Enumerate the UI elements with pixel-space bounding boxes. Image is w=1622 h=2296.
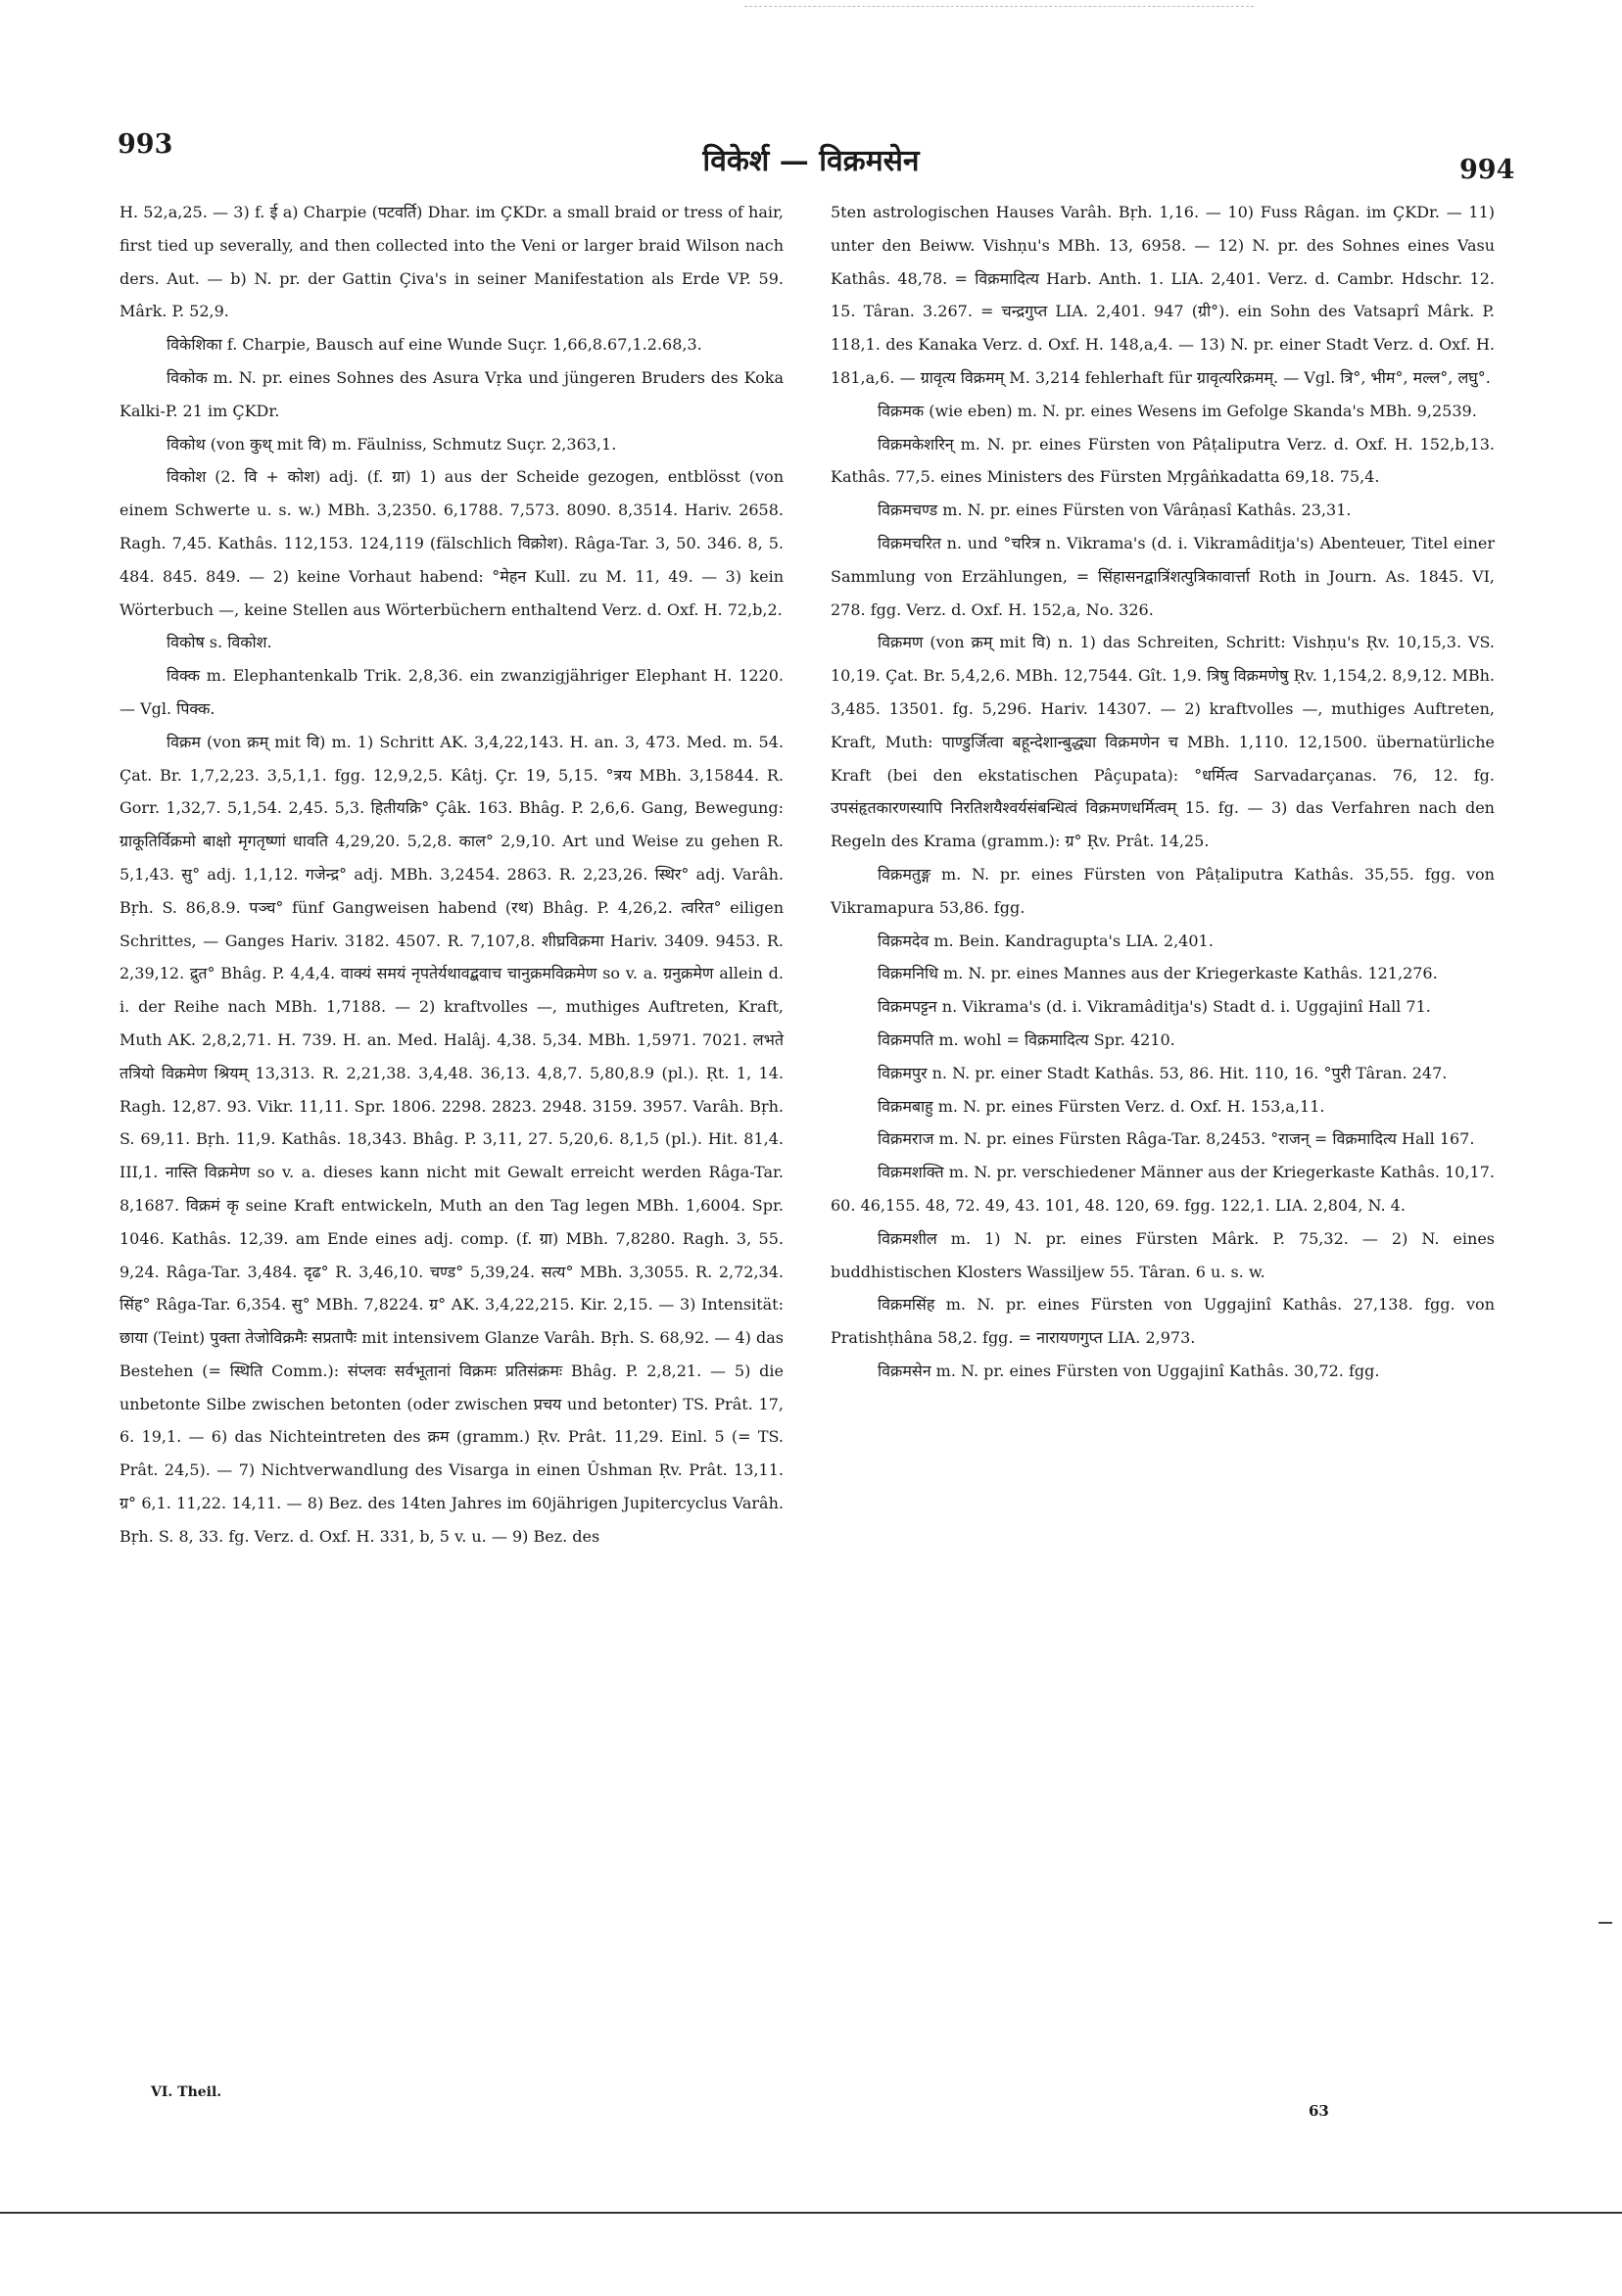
dictionary-entry: विक्रमपति m. wohl = विक्रमादित्य Spr. 4210. [878, 1029, 1175, 1049]
dictionary-entry: विक्रमचण्ड m. N. pr. eines Fürsten von Vârâṇasî Kathâs. 23,31. [878, 501, 1352, 520]
dictionary-entry: विक्क m. Elephantenkalb Trik. 2,8,36. ein zwanzigjähriger Elephant H. 1220. — Vgl. पिक्क. [119, 666, 784, 718]
entry-continuation: 5ten astrologischen Hauses Varâh. Bṛh. 1,16. — 10) Fuss Râgan. im ÇKDr. — 11) unter den Beiww. Vishṇu's MBh. 13, 6958. — 12) N. pr. des Sohnes eines Vasu Kathâs. 48,78. = विक्रमादित्य Harb. Anth. 1. LIA. 2,401. Verz. d. Cambr. Hdschr. 12. 15. Târan. 3.267. = चन्द्रगुप्त LIA. 2,401. 947 (ग्री°). ein Sohn des Vatsaprî Mârk. P. 118,1. des Kanaka Verz. d. Oxf. H. 148,a,4. — 13) N. pr. einer Stadt Verz. d. Oxf. H. 181,a,6. — ग्रावृत्य विक्रमम् M. 3,214 fehlerhaft für ग्रावृत्यरिक्रमम्. — Vgl. त्रि°, भीम°, मल्ल°, लघु°. [831, 203, 1495, 387]
dictionary-entry: विक्रमक (wie eben) m. N. pr. eines Wesens im Gefolge Skanda's MBh. 9,2539. [878, 401, 1477, 420]
dictionary-entry: विक्रमसिंह m. N. pr. eines Fürsten von Uggajinî Kathâs. 27,138. fgg. von Pratishṭhâna 58,2. fgg. = नारायणगुप्त LIA. 2,973. [831, 1295, 1495, 1348]
dictionary-entry: विक्रम (von क्रम् mit वि) m. 1) Schritt AK. 3,4,22,143. H. an. 3, 473. Med. m. 54. Çat. Br. 1,7,2,23. 3,5,1,1. fgg. 12,9,2,5. Kâtj. Çr. 19, 5,15. °त्रय MBh. 3,15844. R. Gorr. 1,32,7. 5,1,54. 2,45. 5,3. हितीयक्रि° Çâk. 163. Bhâg. P. 2,6,6. Gang, Bewegung: ग्राकूतिर्विक्रमो बाक्षो मृगतृष्णां धावति 4,29,20. 5,2,8. काल° 2,9,10. Art und Weise zu gehen R. 5,1,43. सु° adj. 1,1,12. गजेन्द्र° adj. MBh. 3,2454. 2863. R. 2,23,26. स्थिर° adj. Varâh. Bṛh. S. 86,8.9. पञ्च° fünf Gangweisen habend (रथ) Bhâg. P. 4,26,2. त्वरित° eiligen Schrittes, — Ganges Hariv. 3182. 4507. R. 7,107,8. शीघ्रविक्रमा Hariv. 3409. 9453. R. 2,39,12. द्रुत° Bhâg. P. 4,4,4. वाक्यं समयं नृपतेर्यथावद्बवाच चानुक्रमविक्रमेण so v. a. ग्रनुक्रमेण allein d. i. der Reihe nach MBh. 1,7188. — 2) kraftvolles —, muthiges Auftreten, Kraft, Muth AK. 2,8,2,71. H. 739. H. an. Med. Halâj. 4,38. 5,34. MBh. 1,5971. 7021. लभते तत्रियो विक्रमेण श्रियम् 13,313. R. 2,21,38. 3,4,48. 36,13. 4,8,7. 5,80,8.9 (pl.). Ṛt. 1, 14. Ragh. 12,87. 93. Vikr. 11,11. Spr. 1806. 2298. 2823. 2948. 3159. 3957. Varâh. Bṛh. S. 69,11. Bṛh. 11,9. Kathâs. 18,343. Bhâg. P. 3,11, 27. 5,20,6. 8,1,5 (pl.). Hit. 81,4. III,1. नास्ति विक्रमेण so v. a. dieses kann nicht mit Gewalt erreicht werden Râga-Tar. 8,1687. विक्रमं कृ seine Kraft entwickeln, Muth an den Tag legen MBh. 1,6004. Spr. 1046. Kathâs. 12,39. am Ende eines adj. comp. (f. ग्रा) MBh. 7,8280. Ragh. 3, 55. 9,24. Râga-Tar. 3,484. दृढ° R. 3,46,10. चण्ड° 5,39,24. सत्य° MBh. 3,3055. R. 2,72,34. सिंह° Râga-Tar. 6,354. सु° MBh. 7,8224. ग्र° AK. 3,4,22,215. Kir. 2,15. — 3) Intensität: छाया (Teint) पुक्ता तेजोविक्रमैः सप्रतापैः mit intensivem Glanze Varâh. Bṛh. S. 68,92. — 4) das Bestehen (= स्थिति Comm.): संप्लवः सर्वभूतानां विक्रमः प्रतिसंक्रमः Bhâg. P. 2,8,21. — 5) die unbetonte Silbe zwischen betonten (oder zwischen प्रचय und betonter) TS. Prât. 17, 6. 19,1. — 6) das Nichteintreten des क्रम (gramm.) Ṛv. Prât. 11,29. Einl. 5 (= TS. Prât. 24,5). — 7) Nichtverwandlung des Visarga in einen Ûshman Ṛv. Prât. 13,11. ग्र° 6,1. 11,22. 14,11. — 8) Bez. des 14ten Jahres im 60jährigen Jupitercyclus Varâh. Bṛh. S. 8, 33. fg. Verz. d. Oxf. H. 331, b, 5 v. u. — 9) Bez. des [119, 732, 784, 1546]
dictionary-entry: विक्रमचरित n. und °चरित्र n. Vikrama's (d. i. Vikramâditja's) Abenteuer, Titel einer Sammlung von Erzählungen, = सिंहासनद्वात्रिंशत्पुत्रिकावार्त्ता Roth in Journ. As. 1845. VI, 278. fgg. Verz. d. Oxf. H. 152,a, No. 326. [831, 533, 1495, 619]
dictionary-entry: विकोश (2. वि + कोश) adj. (f. ग्रा) 1) aus der Scheide gezogen, entblösst (von einem Schwerte u. s. w.) MBh. 3,2350. 6,1788. 7,573. 8090. 8,3514. Hariv. 2658. Ragh. 7,45. Kathâs. 112,153. 124,119 (fälschlich विक्रोश). Râga-Tar. 3, 50. 346. 8, 5. 484. 845. 849. — 2) keine Vorhaut habend: °मेहन Kull. zu M. 11, 49. — 3) kein Wörterbuch —, keine Stellen aus Wörterbüchern enthaltend Verz. d. Oxf. H. 72,b,2. [119, 467, 784, 619]
dictionary-entry: विकेशिका f. Charpie, Bausch auf eine Wunde Suçr. 1,66,8.67,1.2.68,3. [167, 335, 702, 355]
dictionary-entry: विक्रमपुर n. N. pr. einer Stadt Kathâs. 53, 86. Hit. 110, 16. °पुरी Târan. 247. [878, 1063, 1448, 1082]
dictionary-entry: विकोक m. N. pr. eines Sohnes des Asura Vṛka und jüngeren Bruders des Koka Kalki-P. 21 im ÇKDr. [119, 367, 784, 420]
dictionary-entry: विक्रमसेन m. N. pr. eines Fürsten von Uggajinî Kathâs. 30,72. fgg. [878, 1361, 1380, 1380]
entry-continuation: H. 52,a,25. — 3) f. ई a) Charpie (पटवर्ति) Dhar. im ÇKDr. a small braid or tress of hair, first tied up severally, and then collected into the Veni or larger braid Wilson nach ders. Aut. — b) N. pr. der Gattin Çiva's in seiner Manifestation als Erde VP. 59. Mârk. P. 52,9. [119, 203, 784, 321]
left-column [119, 196, 784, 1554]
right-column [831, 196, 1495, 1388]
dictionary-entry: विकोथ (von कुथ् mit वि) m. Fäulniss, Schmutz Suçr. 2,363,1. [167, 434, 617, 454]
top-edge-dashes [744, 6, 1254, 7]
margin-tick [1598, 1922, 1612, 1924]
page-number-right: 994 [1459, 155, 1515, 185]
signature-mark: 63 [1309, 2102, 1329, 2120]
dictionary-entry: विक्रमबाहु m. N. pr. eines Fürsten Verz. d. Oxf. H. 153,a,11. [878, 1096, 1325, 1116]
dictionary-entry: विक्रमकेशरिन् m. N. pr. eines Fürsten von Pâṭaliputra Verz. d. Oxf. H. 152,b,13. Kathâs. 77,5. eines Ministers des Fürsten Mṛgâṅkadatta 69,18. 75,4. [831, 434, 1495, 487]
dictionary-entry: विक्रमतुङ्ग m. N. pr. eines Fürsten von Pâṭaliputra Kathâs. 35,55. fgg. von Vikramapura 53,86. fgg. [831, 864, 1495, 917]
dictionary-entry: विक्रमशील m. 1) N. pr. eines Fürsten Mârk. P. 75,32. — 2) N. eines buddhistischen Klosters Wassiljew 55. Târan. 6 u. s. w. [831, 1228, 1495, 1281]
dictionary-entry: विक्रमपट्टन n. Vikrama's (d. i. Vikramâditja's) Stadt d. i. Uggajinî Hall 71. [878, 997, 1431, 1017]
dictionary-entry: विक्रमदेव m. Bein. Kandragupta's LIA. 2,401. [878, 931, 1214, 950]
volume-note: VI. Theil. [151, 2084, 222, 2100]
running-head: विकेर्श — विक्रमसेन [702, 144, 920, 178]
dictionary-entry: विक्रमनिधि m. N. pr. eines Mannes aus der Kriegerkaste Kathâs. 121,276. [878, 964, 1438, 983]
dictionary-entry: विक्रमण (von क्रम् mit वि) n. 1) das Schreiten, Schritt: Vishṇu's Ṛv. 10,15,3. VS. 10,19. Çat. Br. 5,4,2,6. MBh. 12,7544. Gît. 1,9. त्रिषु विक्रमणेषु Ṛv. 1,154,2. 8,9,12. MBh. 3,485. 13501. fg. 5,296. Hariv. 14307. — 2) kraftvolles —, muthiges Auftreten, Kraft, Muth: पाण्डुर्जित्वा बहून्देशान्बुद्ध्या विक्रमणेन च MBh. 1,110. 12,1500. übernatürliche Kraft (bei den ekstatischen Pâçupata): °धर्मित्व Sarvadarçanas. 76, 12. fg. उपसंहृतकारणस्यापि निरतिशयैश्वर्यसंबन्धित्वं विक्रमणधर्मित्वम् 15. fg. — 3) das Verfahren nach den Regeln des Krama (gramm.): ग्र° Ṛv. Prât. 14,25. [831, 633, 1495, 851]
dictionary-entry: विकोष s. विकोश. [167, 633, 272, 652]
dictionary-entry: विक्रमराज m. N. pr. eines Fürsten Râga-Tar. 8,2453. °राजन् = विक्रमादित्य Hall 167. [878, 1129, 1475, 1149]
dictionary-entry: विक्रमशक्ति m. N. pr. verschiedener Männer aus der Kriegerkaste Kathâs. 10,17. 60. 46,155. 48, 72. 49, 43. 101, 48. 120, 69. fgg. 122,1. LIA. 2,804, N. 4. [831, 1163, 1495, 1215]
page-number-left: 993 [118, 129, 173, 160]
bottom-rule [0, 2212, 1622, 2214]
